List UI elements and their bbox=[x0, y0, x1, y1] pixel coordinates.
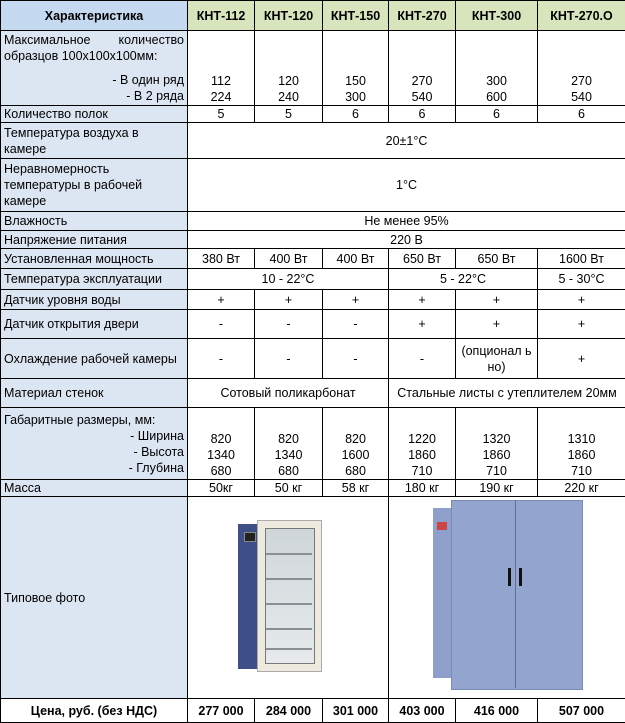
price-cell: 301 000 bbox=[323, 699, 389, 723]
row-label: Материал стенок bbox=[1, 379, 188, 408]
cell: 1220 1860 710 bbox=[389, 408, 456, 480]
cell: 380 Вт bbox=[188, 249, 255, 269]
model-header: КНТ-270.О bbox=[538, 1, 625, 31]
cell: 50 кг bbox=[255, 480, 323, 497]
cell: 300 600 bbox=[456, 31, 538, 106]
cell: 820 1600 680 bbox=[323, 408, 389, 480]
cell: (опционал ьно) bbox=[456, 339, 538, 379]
cell: 50кг bbox=[188, 480, 255, 497]
cell: 6 bbox=[456, 106, 538, 123]
sublabel: - В один ряд bbox=[4, 72, 184, 88]
cell: 650 Вт bbox=[389, 249, 456, 269]
price-cell: 416 000 bbox=[456, 699, 538, 723]
cell: 150 300 bbox=[323, 31, 389, 106]
sublabel: - Глубина bbox=[4, 460, 184, 476]
cell: 1310 1860 710 bbox=[538, 408, 625, 480]
cell: 400 Вт bbox=[323, 249, 389, 269]
cell: - bbox=[255, 339, 323, 379]
cell: 6 bbox=[323, 106, 389, 123]
cell: 5 - 30°С bbox=[538, 269, 625, 290]
dims-row bbox=[1, 408, 625, 480]
cell: 820 1340 680 bbox=[188, 408, 255, 480]
cell: + bbox=[255, 290, 323, 310]
model-header: КНТ-270 bbox=[389, 1, 456, 31]
cell: 58 кг bbox=[323, 480, 389, 497]
row-label: Типовое фото bbox=[1, 497, 188, 699]
cell: 6 bbox=[389, 106, 456, 123]
cell: 20±1°С bbox=[188, 123, 625, 159]
cell: 180 кг bbox=[389, 480, 456, 497]
shelves-row bbox=[1, 106, 625, 123]
cell: 270 540 bbox=[389, 31, 456, 106]
cell: 1°С bbox=[188, 159, 625, 212]
cell: + bbox=[456, 310, 538, 339]
cell: + bbox=[538, 310, 625, 339]
cell: 10 - 22°С bbox=[188, 269, 389, 290]
cell: + bbox=[323, 290, 389, 310]
cell: Не менее 95% bbox=[188, 212, 625, 231]
cell: - bbox=[255, 310, 323, 339]
row-label: Температура воздуха в камере bbox=[1, 123, 188, 159]
op-temp-row bbox=[1, 269, 625, 290]
cell: 220 кг bbox=[538, 480, 625, 497]
row-label: Цена, руб. (без НДС) bbox=[1, 699, 188, 723]
price-cell: 284 000 bbox=[255, 699, 323, 723]
price-row bbox=[1, 699, 625, 723]
cell: 220 В bbox=[188, 231, 625, 249]
row-label: Влажность bbox=[1, 212, 188, 231]
row-label: Температура эксплуатации bbox=[1, 269, 188, 290]
cell: - bbox=[323, 310, 389, 339]
row-label: Количество полок bbox=[1, 106, 188, 123]
row-label: Установленная мощность bbox=[1, 249, 188, 269]
cell: 190 кг bbox=[456, 480, 538, 497]
door-sensor-row bbox=[1, 310, 625, 339]
cell: Сотовый поликарбонат bbox=[188, 379, 389, 408]
row-label: Датчик открытия двери bbox=[1, 310, 188, 339]
max-qty-label: Максимальное количество образцов 100х100х100мм: bbox=[4, 32, 184, 64]
air-temp-row bbox=[1, 123, 625, 159]
photo-cell-polycarbonate bbox=[188, 497, 389, 699]
cell: + bbox=[188, 290, 255, 310]
nonuniform-row bbox=[1, 159, 625, 212]
cell: 270 540 bbox=[538, 31, 625, 106]
cell: + bbox=[538, 339, 625, 379]
price-cell: 403 000 bbox=[389, 699, 456, 723]
voltage-row bbox=[1, 231, 625, 249]
row-label: Напряжение питания bbox=[1, 231, 188, 249]
cell: 112 224 bbox=[188, 31, 255, 106]
model-header: КНТ-112 bbox=[188, 1, 255, 31]
photo-cell-steel bbox=[389, 497, 625, 699]
cell: 1320 1860 710 bbox=[456, 408, 538, 480]
cell: + bbox=[456, 290, 538, 310]
row-label: Неравномерность температуры в рабочей камере bbox=[1, 159, 188, 212]
max-qty-row bbox=[1, 31, 625, 106]
row-label bbox=[1, 31, 188, 106]
humidity-row bbox=[1, 212, 625, 231]
cell: 1600 Вт bbox=[538, 249, 625, 269]
mass-row bbox=[1, 480, 625, 497]
cell: 5 - 22°С bbox=[389, 269, 538, 290]
row-label: Охлаждение рабочей камеры bbox=[1, 339, 188, 379]
row-label: Масса bbox=[1, 480, 188, 497]
material-row bbox=[1, 379, 625, 408]
cell: - bbox=[389, 339, 456, 379]
cell: - bbox=[323, 339, 389, 379]
model-header: КНТ-150 bbox=[323, 1, 389, 31]
row-label: Датчик уровня воды bbox=[1, 290, 188, 310]
water-sensor-row bbox=[1, 290, 625, 310]
cell: 5 bbox=[188, 106, 255, 123]
sublabel: - Ширина bbox=[4, 428, 184, 444]
cabinet-photo-glass-door bbox=[188, 498, 388, 698]
header-label: Характеристика bbox=[1, 1, 188, 31]
sublabel: - В 2 ряда bbox=[4, 88, 184, 104]
model-header: КНТ-120 bbox=[255, 1, 323, 31]
cooling-row bbox=[1, 339, 625, 379]
row-label bbox=[1, 408, 188, 480]
cell: - bbox=[188, 310, 255, 339]
cell: + bbox=[389, 310, 456, 339]
cell: 5 bbox=[255, 106, 323, 123]
dims-label: Габаритные размеры, мм: bbox=[4, 412, 184, 428]
cell: 820 1340 680 bbox=[255, 408, 323, 480]
price-cell: 507 000 bbox=[538, 699, 625, 723]
cell: 120 240 bbox=[255, 31, 323, 106]
cabinet-photo-double-door bbox=[389, 498, 625, 698]
cell: - bbox=[188, 339, 255, 379]
cell: 6 bbox=[538, 106, 625, 123]
header-row bbox=[1, 1, 625, 31]
cell: + bbox=[538, 290, 625, 310]
photo-row bbox=[1, 497, 625, 699]
sublabel: - Высота bbox=[4, 444, 184, 460]
cell: 650 Вт bbox=[456, 249, 538, 269]
model-header: КНТ-300 bbox=[456, 1, 538, 31]
power-row bbox=[1, 249, 625, 269]
price-cell: 277 000 bbox=[188, 699, 255, 723]
cell: Стальные листы с утеплителем 20мм bbox=[389, 379, 625, 408]
cell: + bbox=[389, 290, 456, 310]
cell: 400 Вт bbox=[255, 249, 323, 269]
